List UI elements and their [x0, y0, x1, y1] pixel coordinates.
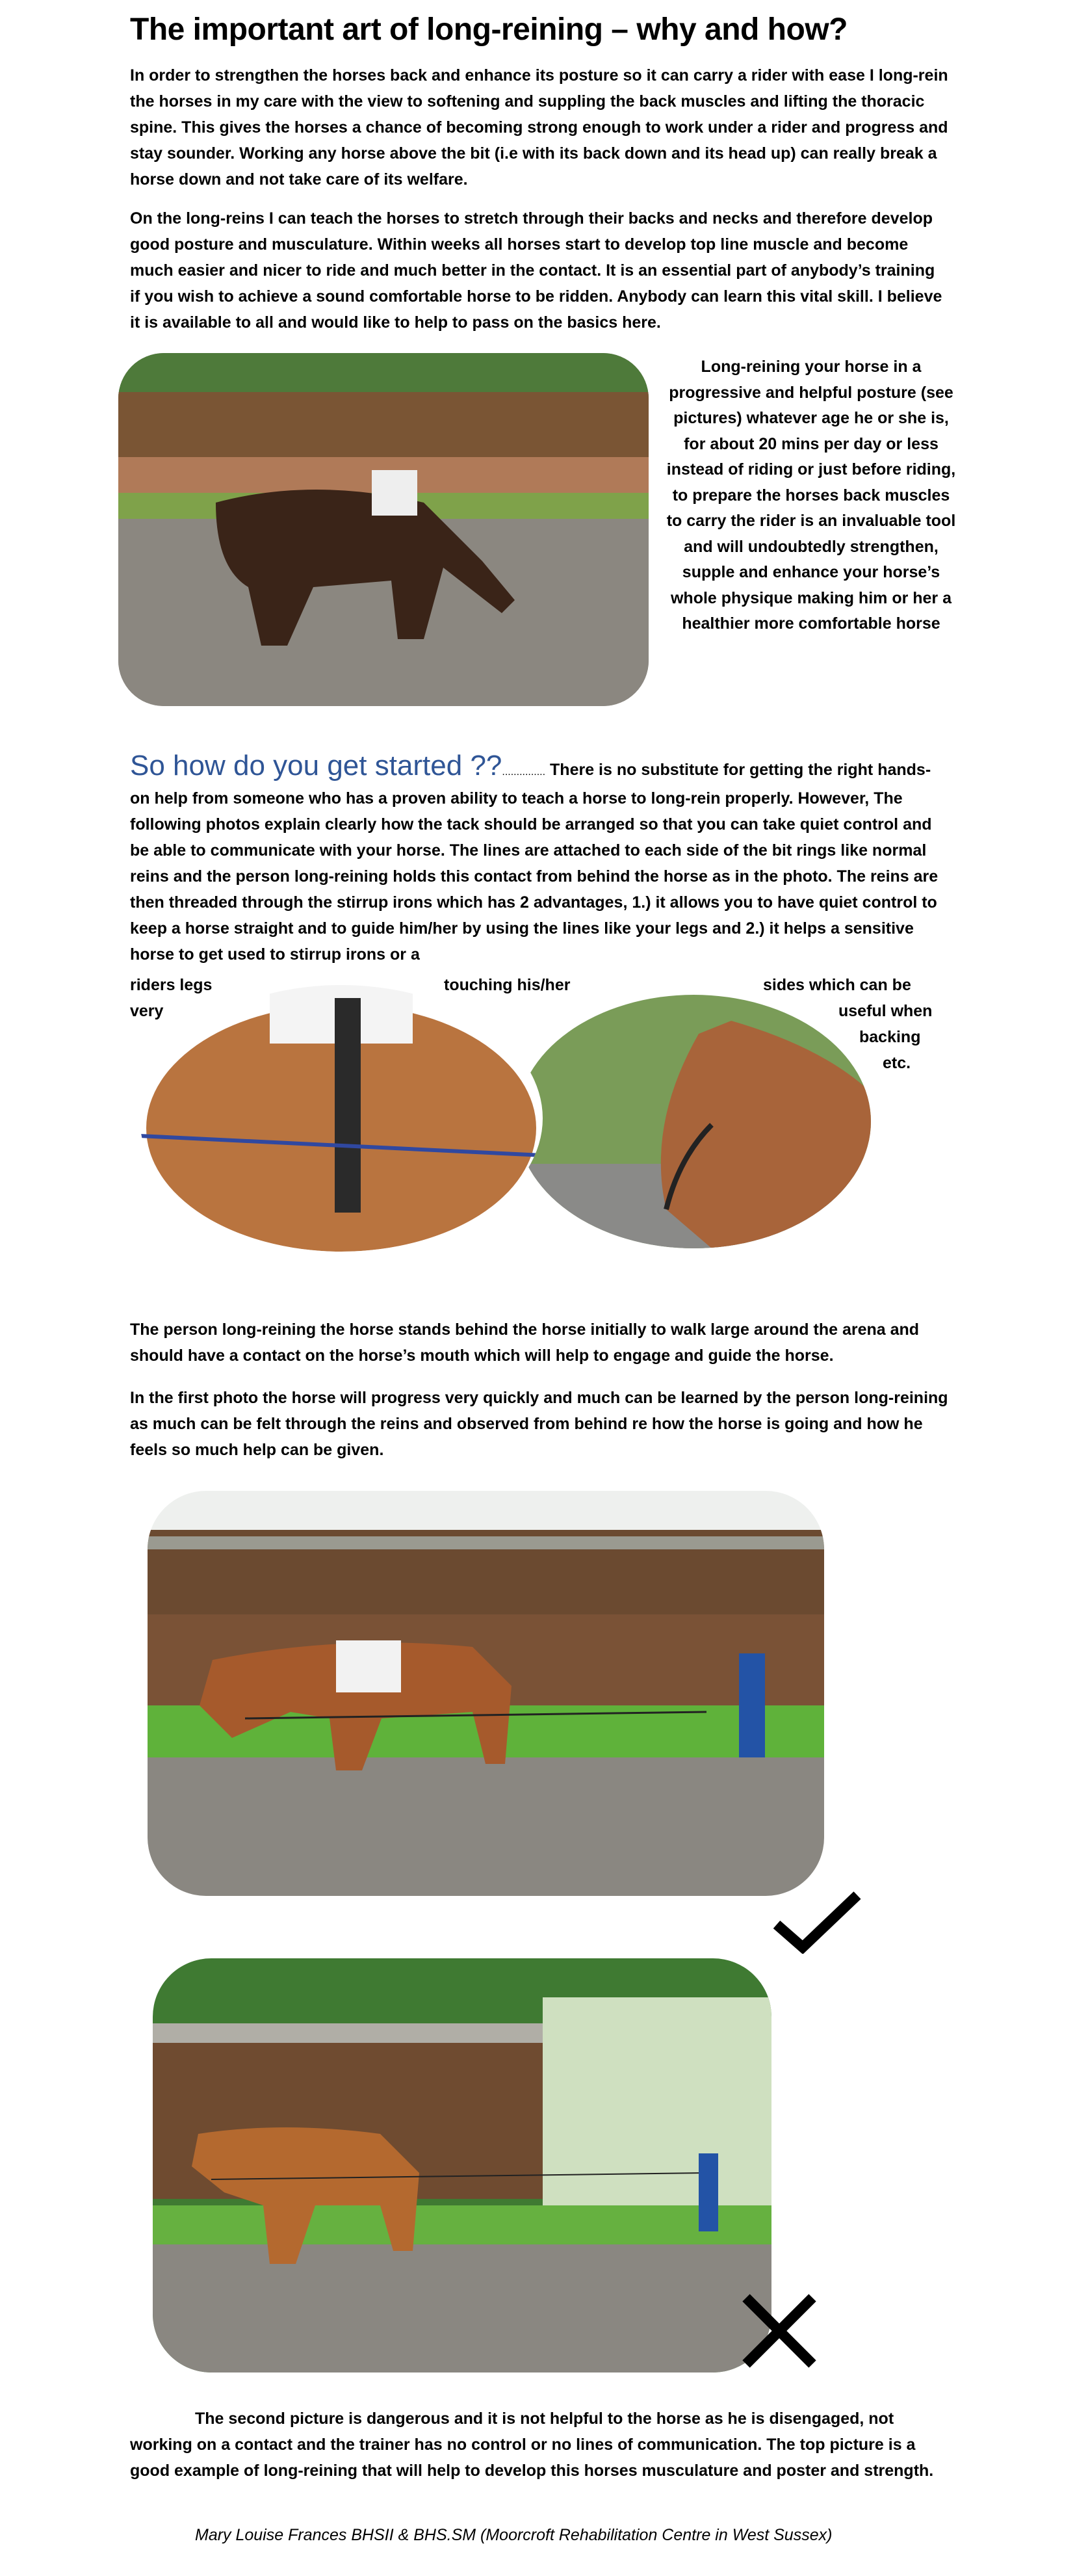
first-photo-paragraph: In the first photo the horse will progress very quickly and much can be learned by the person long-reining as much can be felt through the reins and observed from behind re how the horse is going and how he feels so much help can be given. — [130, 1389, 948, 1459]
text-fragment: riders legs — [130, 976, 213, 994]
text-fragment: touching his/her — [444, 976, 571, 994]
intro-paragraph: In order to strengthen the horses back and enhance its posture so it can carry a rider with ease I long-rein the horses in my care with the view to softening and suppling the back muscles and lifting the thoracic spine. This gives the horses a chance of becoming strong enough to work under a rider and progress and stay sounder. Working any horse above the bit (i.e with its back down and its head up) can really break a horse down and not take care of its welfare. — [130, 66, 948, 189]
conclusion-paragraph: The second picture is dangerous and it is not helpful to the horse as he is disengaged, not working on a contact and the trainer has no control or no lines of communication. The top picture is a good example of long-reining that will help to develop this horses musculature and poster and strength. — [130, 2410, 934, 2480]
text-fragment: very — [130, 1002, 164, 1020]
photo-bridle-oval — [517, 995, 871, 1248]
text-fragment: backing — [859, 1028, 921, 1046]
position-paragraph: The person long-reining the horse stands behind the horse initially to walk large around the arena and should have a contact on the horse’s mouth which will help to engage and guide the horse. — [130, 1321, 920, 1365]
text-fragment: useful when — [838, 1002, 933, 1020]
benefits-paragraph: On the long-reins I can teach the horses to stretch through their backs and necks and therefore develop good posture and musculature. Within weeks all horses start to develop top line muscle and become much easier and nicer to ride and much better in the contact. It is an essential part of anybody’s training if you wish to achieve a sound comfortable horse to be ridden. Anybody can learn this vital skill. I believe it is available to all and would like to help to pass on the basics here. — [130, 209, 942, 332]
author-signature: Mary Louise Frances BHSII & BHS.SM (Moorcroft Rehabilitation Centre in West Sussex) — [195, 2526, 833, 2544]
heading-dots: ............... — [502, 767, 546, 778]
page-title: The important art of long-reining – why and how? — [130, 12, 848, 47]
text-fragment: sides which can be — [763, 976, 911, 994]
getting-started-text: There is no substitute for getting the right hands-on help from someone who has a proven ability to teach a horse to long-rein properly. However, The following photos explain clearly how the tack should be arranged so that you can take quiet control and be able to communicate with your horse. The lines are attached to each side of the bit rings like normal reins and the person long-reining holds this contact from behind the horse as in the photo. The reins are then threaded through the stirrup irons which has 2 advantages, 1.) it allows you to have quiet control to keep a horse straight and to guide him/her by using the lines like your legs and 2.) it helps a sensitive horse to get used to stirrup irons or a — [130, 761, 939, 964]
photo-correct-long-reining — [148, 1491, 824, 1896]
photo-stirrup-oval — [140, 985, 543, 1252]
cross-icon — [738, 2290, 820, 2372]
text-fragment: etc. — [883, 1054, 911, 1072]
section-heading: So how do you get started ?? — [130, 750, 502, 782]
side-paragraph: Long-reining your horse in a progressive and helpful posture (see pictures) whatever age he or she is, for about 20 mins per day or less instead of riding or just before riding, to prepare the horses back muscles to carry the rider is an invaluable tool and will undoubtedly strengthen, supple and enhance your horse’s whole physique making him or her a healthier more comfortable horse — [666, 358, 956, 633]
photo-incorrect-long-reining — [153, 1958, 771, 2372]
photo-horse-stretching — [118, 353, 649, 706]
getting-started-paragraph — [130, 750, 949, 967]
checkmark-icon — [771, 1889, 862, 1954]
